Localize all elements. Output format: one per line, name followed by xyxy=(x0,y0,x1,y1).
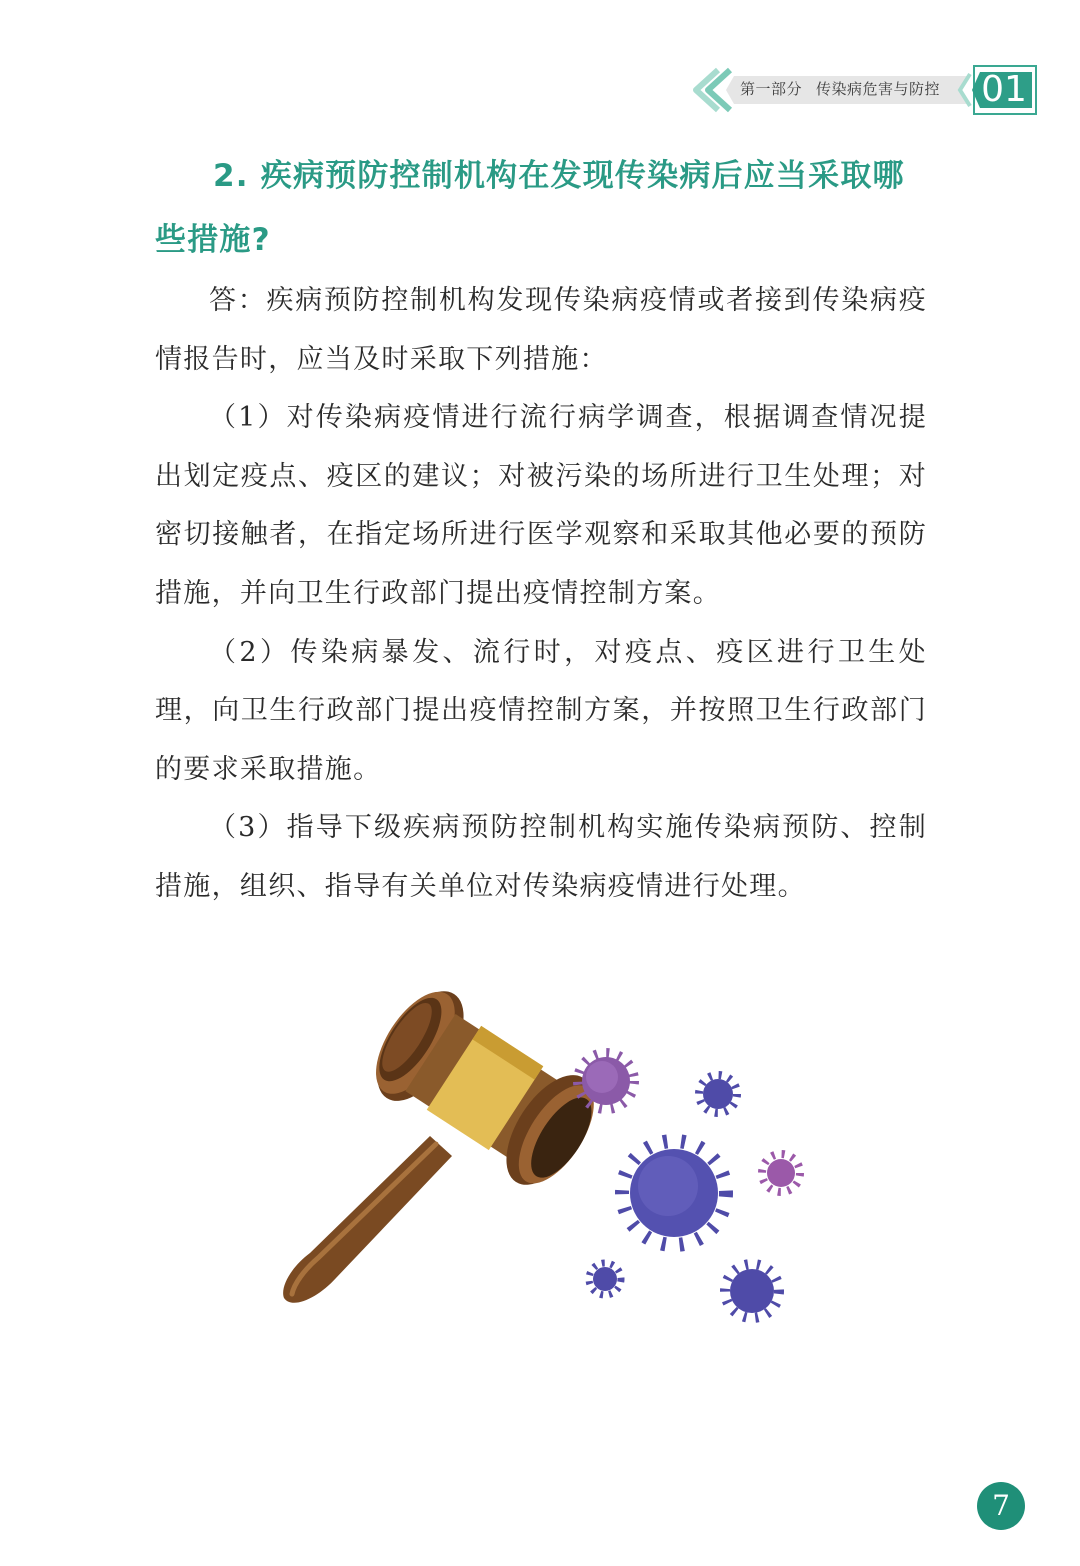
measure-item-2: （2）传染病暴发、流行时，对疫点、疫区进行卫生处理，向卫生行政部门提出疫情控制方案，并按照卫生行政部门的要求采取措施。 xyxy=(155,636,927,785)
chapter-number: 01 xyxy=(981,69,1027,110)
section-label xyxy=(740,78,970,99)
virus-icon xyxy=(578,1053,800,1318)
section-header xyxy=(688,64,1038,116)
answer-intro: 答：疾病预防控制机构发现传染病疫情或者接到传染病疫情报告时，应当及时采取下列措施： xyxy=(155,285,927,375)
part-label: 第一部分 xyxy=(740,80,803,98)
answer-body xyxy=(155,272,927,917)
page-number: 7 xyxy=(977,1482,1025,1530)
measure-item-1: （1）对传染病疫情进行流行病学调查，根据调查情况提出划定疫点、疫区的建议；对被污染的场所进行卫生处理；对密切接触者，在指定场所进行医学观察和采取其他必要的预防措施，并向卫生行政部门提出疫情控制方案。 xyxy=(155,402,927,609)
gavel-icon xyxy=(283,976,612,1303)
measure-item-3: （3）指导下级疾病预防控制机构实施传染病预防、控制措施，组织、指导有关单位对传染病疫情进行处理。 xyxy=(155,812,927,902)
question-title: 2. 疾病预防控制机构在发现传染病后应当采取哪些措施? xyxy=(155,158,905,258)
section-title: 传染病危害与防控 xyxy=(816,80,941,98)
gavel-virus-illustration xyxy=(270,968,830,1338)
